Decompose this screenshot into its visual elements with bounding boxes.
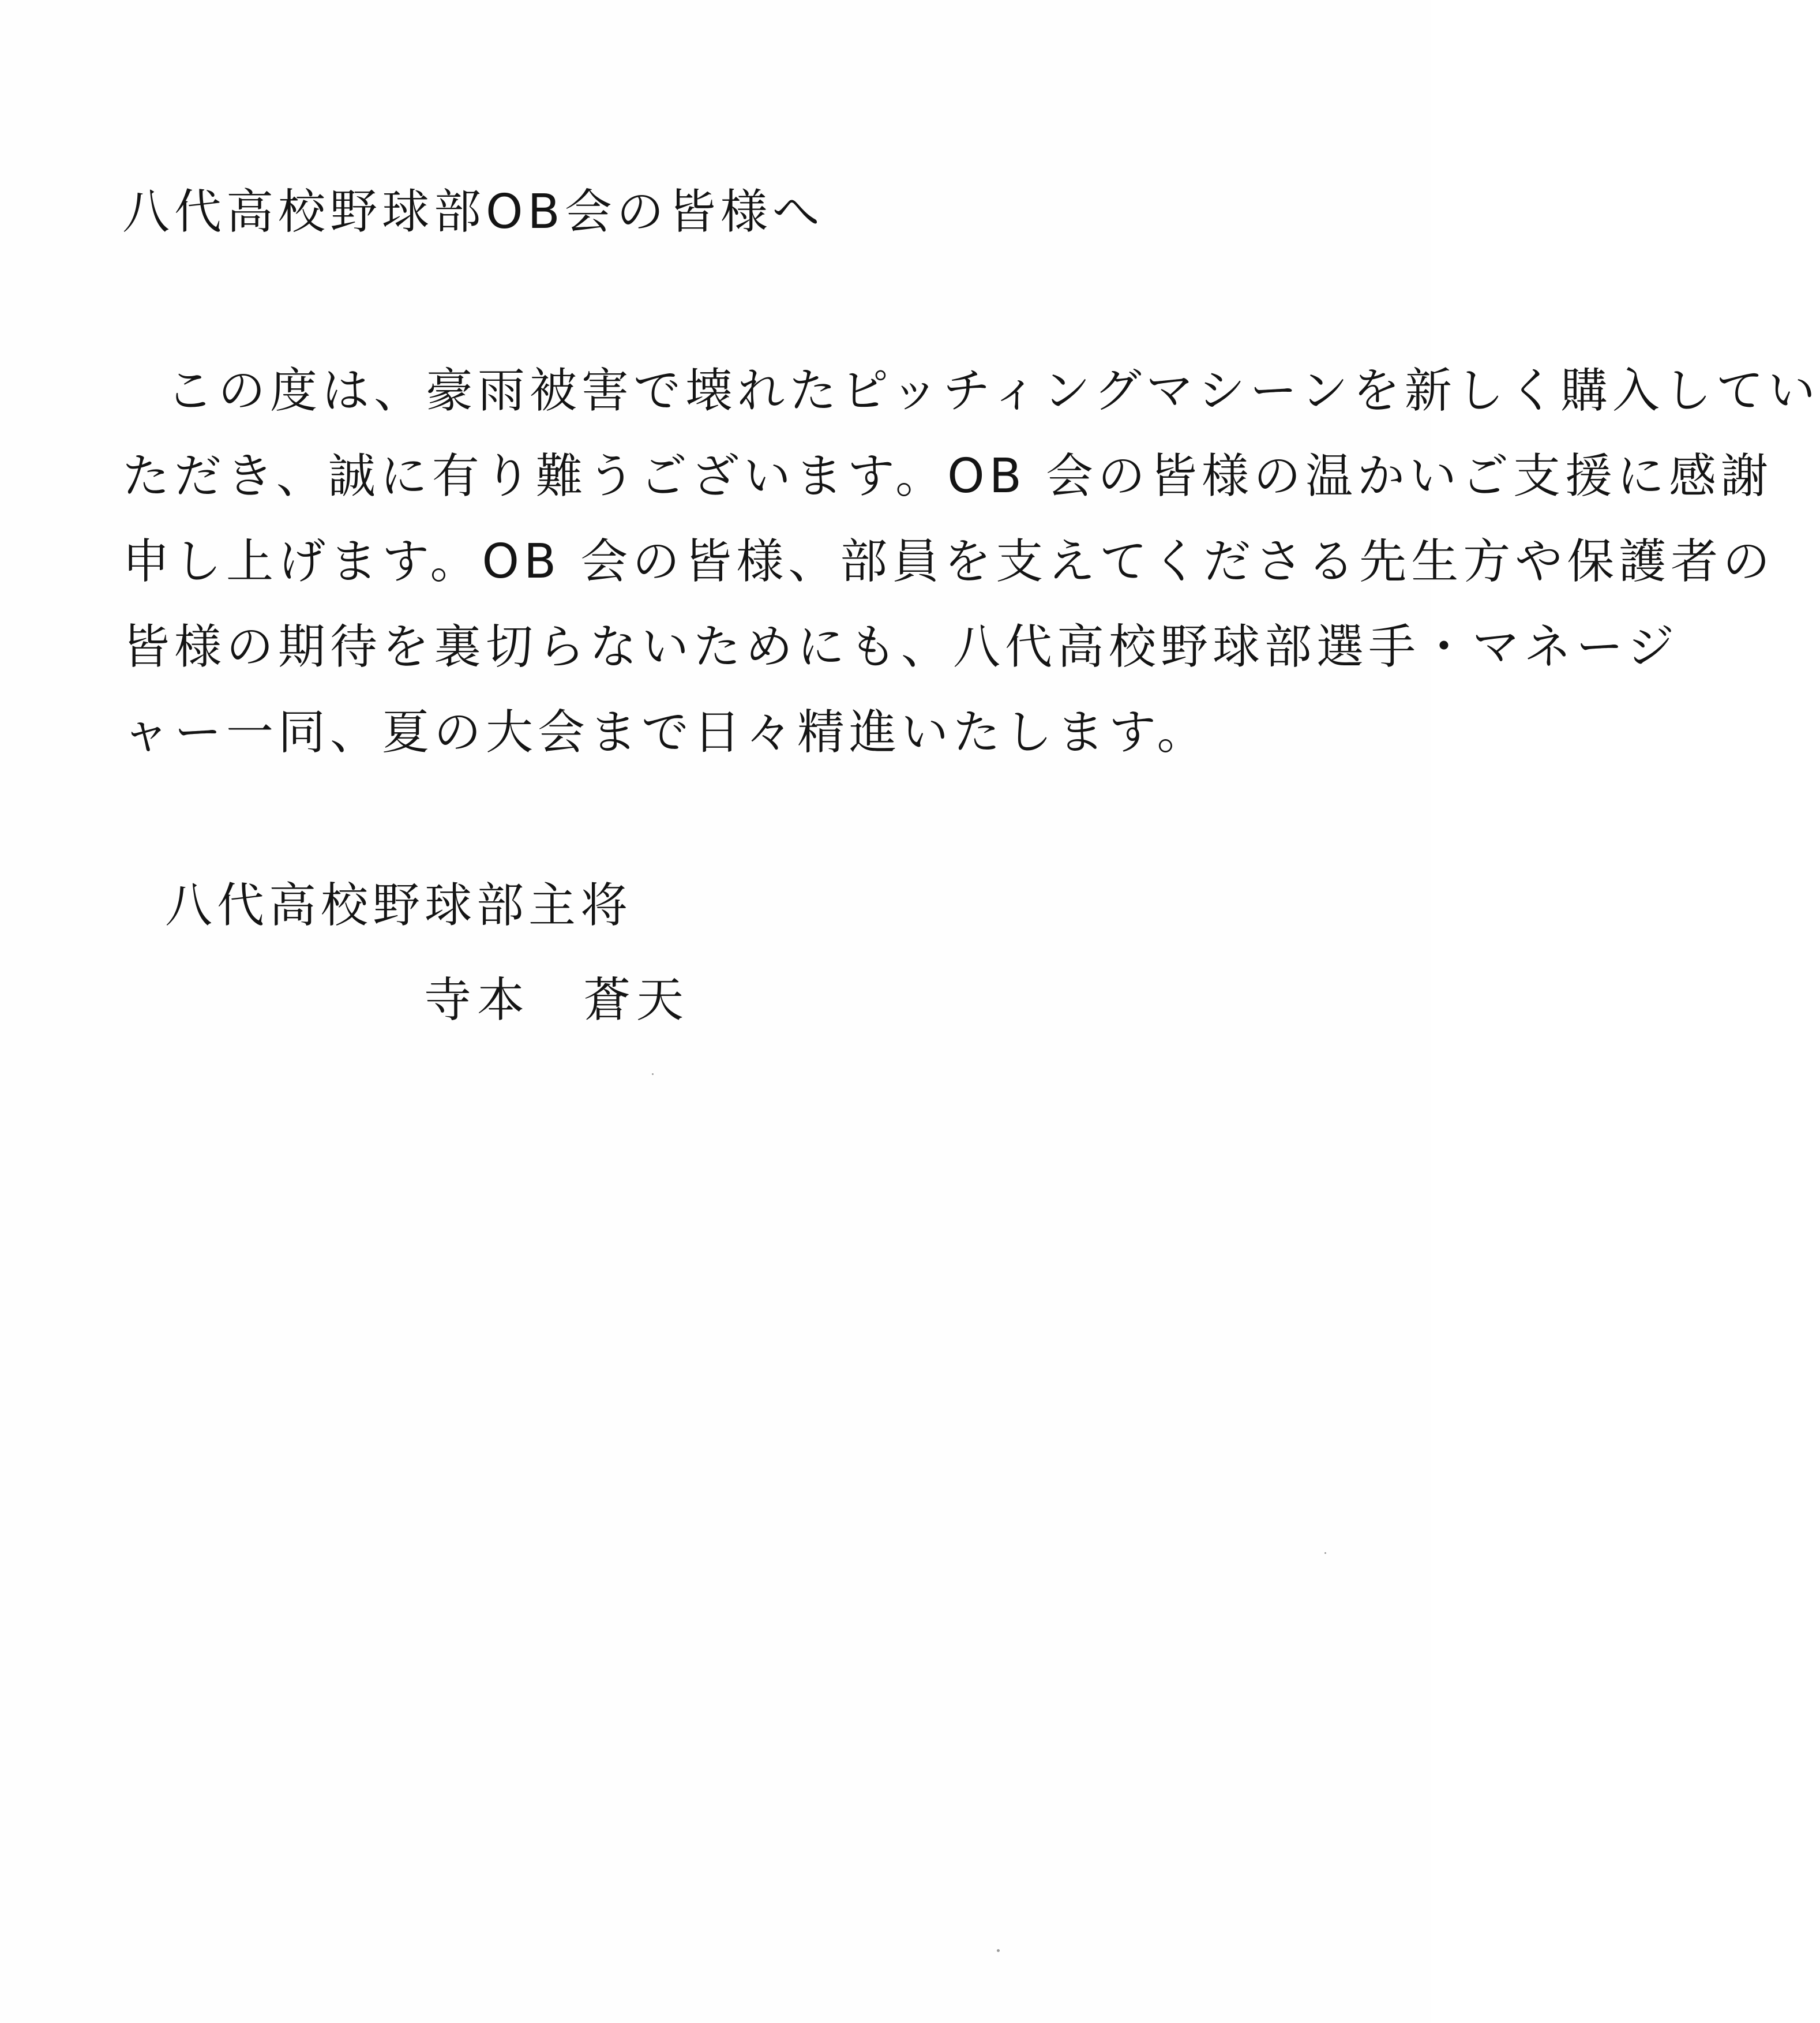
body-line-2: ただき、誠に有り難うございます。OB 会の皆様の温かいご支援に感謝 [122,449,1773,504]
body-line-4: 皆様の期待を裏切らないためにも、八代高校野球部選手・マネージ [122,620,1679,675]
signoff-name: 寺本 蒼天 [424,973,690,1028]
scan-speck [652,1073,654,1075]
salutation: 八代高校野球部OB会の皆様へ [122,185,824,239]
scan-speck [1324,1552,1326,1554]
body-line-1: この度は、豪雨被害で壊れたピッチィングマシーンを新しく購入してい [166,364,1820,418]
body-line-3: 申し上げます。OB 会の皆様、部員を支えてくださる先生方や保護者の [122,534,1775,589]
body-line-5: ャー一同、夏の大会まで日々精進いたします。 [122,705,1209,760]
signoff-role: 八代高校野球部主将 [165,878,633,933]
scan-speck [997,1949,1000,1952]
